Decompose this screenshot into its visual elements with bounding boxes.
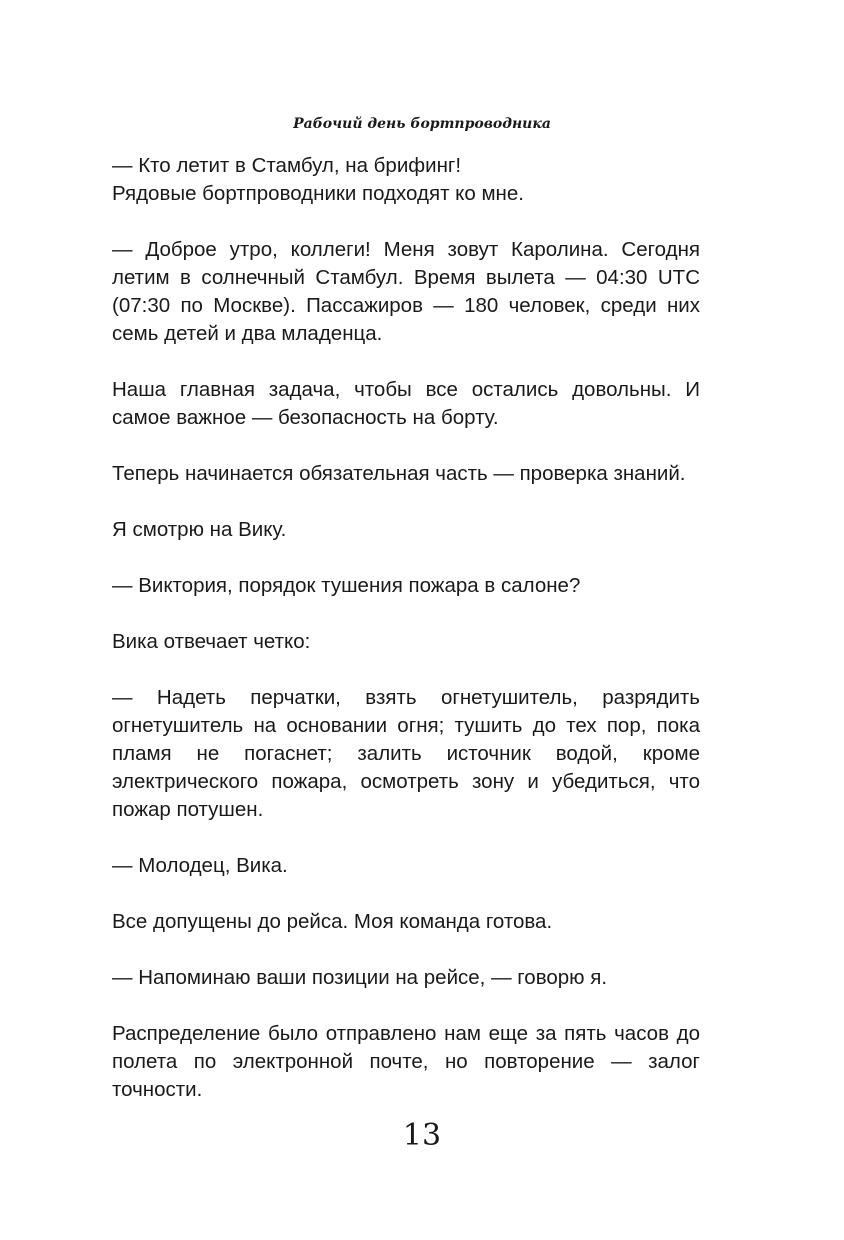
paragraph: — Напоминаю ваши позиции на рейсе, — говорю я. xyxy=(112,966,608,989)
paragraph: Рядовые бортпроводники подходят ко мне. xyxy=(112,182,524,205)
body-text xyxy=(112,152,700,1132)
paragraph: — Кто летит в Стамбул, на брифинг! xyxy=(112,154,462,177)
paragraph: Теперь начинается обязательная часть — проверка знаний. xyxy=(112,462,686,485)
paragraph: Вика отвечает четко: xyxy=(112,630,311,653)
paragraph: Все допущены до рейса. Моя команда готова. xyxy=(112,910,553,933)
paragraph: — Доброе утро, коллеги! Меня зовут Каролина. Сегодня летим в солнечный Стамбул. Время вылета — 04:30 UTC (07:30 по Москве). Пассажиров — 180 человек, среди них семь детей и два младенца. xyxy=(112,238,700,345)
paragraph: Распределение было отправлено нам еще за пять часов до полета по электронной почте, но повторение — залог точности. xyxy=(112,1022,700,1101)
paragraph: — Молодец, Вика. xyxy=(112,854,288,877)
paragraph: Я смотрю на Вику. xyxy=(112,518,287,541)
page-number: 13 xyxy=(402,1118,442,1153)
paragraph: Наша главная задача, чтобы все остались довольны. И самое важное — безопасность на борту. xyxy=(112,378,700,429)
paragraph: — Виктория, порядок тушения пожара в салоне? xyxy=(112,574,581,597)
paragraph: — Надеть перчатки, взять огнетушитель, разрядить огнетушитель на основании огня; тушить до тех пор, пока пламя не погаснет; залить источник водой, кроме электрического пожара, осмотреть зону и убедиться, что пожар потушен. xyxy=(112,686,700,821)
running-head: Рабочий день бортпроводника xyxy=(293,116,551,132)
